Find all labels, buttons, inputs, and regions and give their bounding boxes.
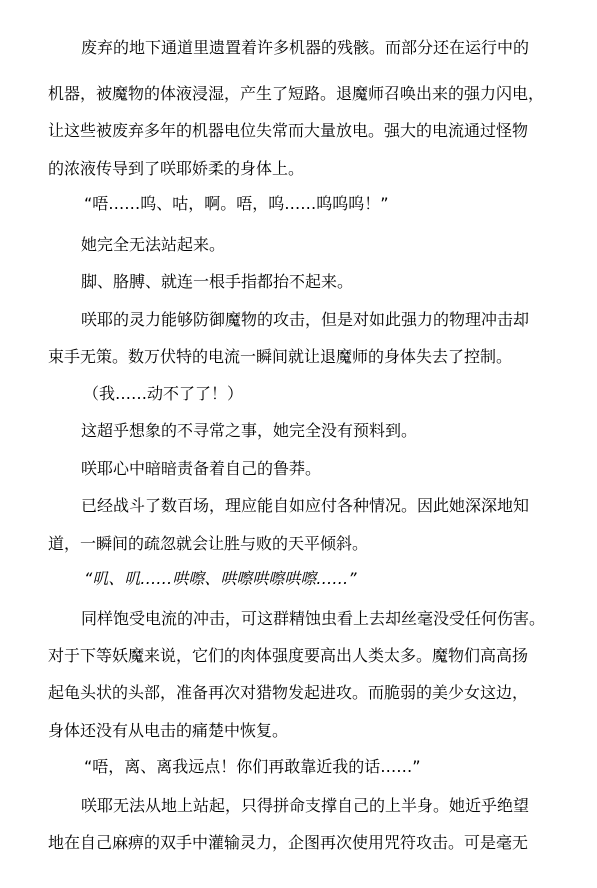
text-line: 地在自己麻痹的双手中灌输灵力，企图再次使用咒符攻击。可是毫无: [48, 833, 529, 852]
text-line: 的浓液传导到了咲耶娇柔的身体上。: [48, 159, 305, 178]
text-line: 让这些被废弃多年的机器电位失常而大量放电。强大的电流通过怪物: [48, 121, 529, 140]
text-line: 咲耶的灵力能够防御魔物的攻击，但是对如此强力的物理冲击却: [81, 310, 530, 329]
text-line: 束手无策。数万伏特的电流一瞬间就让退魔师的身体失去了控制。: [48, 347, 513, 366]
text-line: 机器，被魔物的体液浸湿，产生了短路。退魔师召唤出来的强力闪电，: [48, 84, 545, 103]
text-line: 道，一瞬间的疏忽就会让胜与败的天平倾斜。: [48, 534, 369, 553]
text-line: 她完全无法站起来。: [81, 235, 226, 254]
text-line: 咲耶无法从地上站起，只得拼命支撑自己的上半身。她近乎绝望: [81, 796, 530, 815]
text-line: 起龟头状的头部，准备再次对猎物发起进攻。而脆弱的美少女这边，: [48, 683, 529, 702]
dialogue-line: “唔……呜、咕，啊。唔，呜……呜呜呜！”: [84, 194, 389, 213]
dialogue-line: “唔，离、离我远点！你们再敢靠近我的话……”: [84, 757, 421, 776]
text-line: 同样饱受电流的冲击，可这群精蚀虫看上去却丝毫没受任何伤害。: [81, 609, 546, 628]
text-line: 废弃的地下通道里遗置着许多机器的残骸。而部分还在运行中的: [81, 38, 530, 57]
text-line: 已经战斗了数百场，理应能自如应付各种情况。因此她深深地知: [81, 496, 530, 515]
text-line: 对于下等妖魔来说，它们的肉体强度要高出人类太多。魔物们高高扬: [48, 646, 529, 665]
thought-line: （我……动不了了！）: [83, 384, 244, 403]
text-line: 身体还没有从电击的痛楚中恢复。: [48, 721, 289, 740]
text-line: 脚、胳膊、就连一根手指都抬不起来。: [81, 272, 354, 291]
text-line: 这超乎想象的不寻常之事，她完全没有预料到。: [81, 421, 418, 440]
text-line: 咲耶心中暗暗责备着自己的鲁莽。: [81, 459, 322, 478]
sound-effect-line: “叽、叽……哄嚓、哄嚓哄嚓哄嚓……”: [84, 569, 357, 588]
